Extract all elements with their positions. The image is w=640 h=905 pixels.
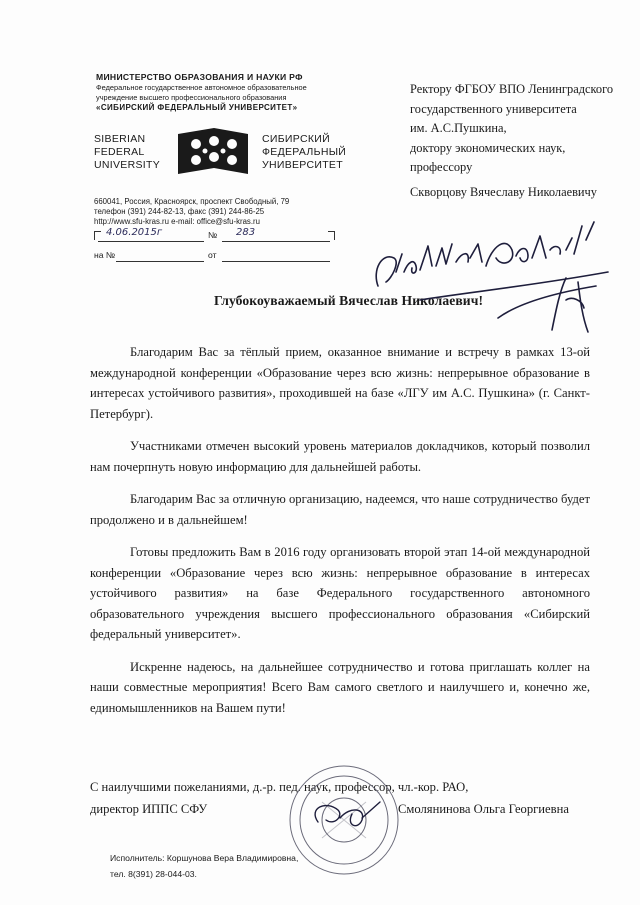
- reference-row: [94, 248, 334, 264]
- body-paragraph: Искренне надеюсь, на дальнейшее сотрудничество и готова приглашать коллег на наши совместные мероприятия! Всего Вам самого светлого и наилучшего и, конечно же, единомышленников на Вашем пути!: [90, 659, 590, 715]
- addressee-block: [410, 80, 630, 178]
- addressee-line: им. А.С.Пушкина,: [410, 121, 507, 136]
- university-logo-icon: [174, 124, 252, 182]
- executor-phone: тел. 8(391) 28-044-03.: [110, 869, 197, 879]
- letterhead-institution-line: учреждение высшего профессионального образования: [96, 93, 287, 102]
- reg-number-label: №: [208, 230, 218, 240]
- logo-ru-line: СИБИРСКИЙ: [262, 133, 330, 145]
- ref-from-label: от: [208, 250, 217, 260]
- body-paragraph: Благодарим Вас за тёплый прием, оказанное внимание и встречу в рамках 13-ой международной конференции «Образование через всю жизнь: непрерывное образование в интересах устойчивого развития», проходившей на базе «ЛГУ им А.С. Пушкина» (г. Санкт-Петербург).: [90, 345, 590, 421]
- ref-label: на №: [94, 250, 116, 260]
- letterhead-phone: телефон (391) 244-82-13, факс (391) 244-86-25: [94, 207, 265, 216]
- addressee-line: доктору экономических наук,: [410, 140, 566, 155]
- logo-ru-line: ФЕДЕРАЛЬНЫЙ: [262, 146, 347, 158]
- body-paragraph: Готовы предложить Вам в 2016 году организовать второй этап 14-ой международной конференции «Образование через всю жизнь: непрерывное образование в интересах устойчивого развития» на базе Федерального государственного автономного образовательного учреждения высшего профессионального образования «Сибирский федеральный университет».: [90, 545, 590, 641]
- closing-line: С наилучшими пожеланиями, д.-р. пед. наук, профессор, чл.-кор. РАО,: [90, 780, 469, 794]
- addressee-name: Скворцову Вячеславу Николаевичу: [410, 185, 597, 199]
- logo-en-line: SIBERIAN: [94, 133, 146, 145]
- letterhead-address: 660041, Россия, Красноярск, проспект Свободный, 79: [94, 197, 290, 206]
- signer-name: Смолянинова Ольга Георгиевна: [398, 802, 569, 816]
- executor-name: Исполнитель: Коршунова Вера Владимировна,: [110, 853, 299, 863]
- reg-number-field: [222, 228, 330, 242]
- ref-number-field: [116, 248, 204, 262]
- logo-en-line: UNIVERSITY: [94, 159, 161, 171]
- letterhead-federal-line: Федеральное государственное автономное образовательное: [96, 83, 307, 92]
- reg-date: 4.06.2015г: [106, 227, 163, 238]
- ref-date-field: [222, 248, 330, 262]
- reg-date-field: [98, 228, 204, 242]
- letterhead-university-name: «СИБИРСКИЙ ФЕДЕРАЛЬНЫЙ УНИВЕРСИТЕТ»: [96, 103, 298, 112]
- closing-position: директор ИППС СФУ: [90, 802, 208, 816]
- logo-text-en: [94, 133, 160, 172]
- addressee-line: государственного университета: [410, 101, 577, 116]
- letterhead-web: http://www.sfu-kras.ru e-mail: office@sfu-kras.ru: [94, 217, 260, 226]
- director-signature: [315, 802, 380, 826]
- reg-number: 283: [236, 227, 256, 238]
- logo-en-line: FEDERAL: [94, 146, 145, 158]
- registration-row: [94, 228, 334, 244]
- logo-ru-line: УНИВЕРСИТЕТ: [262, 159, 343, 171]
- logo-text-ru: [262, 133, 346, 172]
- addressee-line: Ректору ФГБОУ ВПО Ленинградского: [410, 82, 614, 96]
- letterhead-ministry: МИНИСТЕРСТВО ОБРАЗОВАНИЯ И НАУКИ РФ: [96, 72, 303, 82]
- rector-resolution-signature: [376, 222, 608, 332]
- body-paragraph: Участниками отмечен высокий уровень материалов докладчиков, который позволил нам почерпнуть новую информацию для дальнейшей работы.: [90, 439, 590, 474]
- body-paragraph: Благодарим Вас за отличную организацию, надеемся, что наше сотрудничество будет продолжено и в дальнейшем!: [90, 492, 590, 527]
- addressee-line: профессору: [410, 160, 473, 175]
- salutation: Глубокоуважаемый Вячеслав Николаевич!: [214, 293, 484, 308]
- corner-mark: [328, 231, 335, 240]
- letter-body: [90, 342, 590, 730]
